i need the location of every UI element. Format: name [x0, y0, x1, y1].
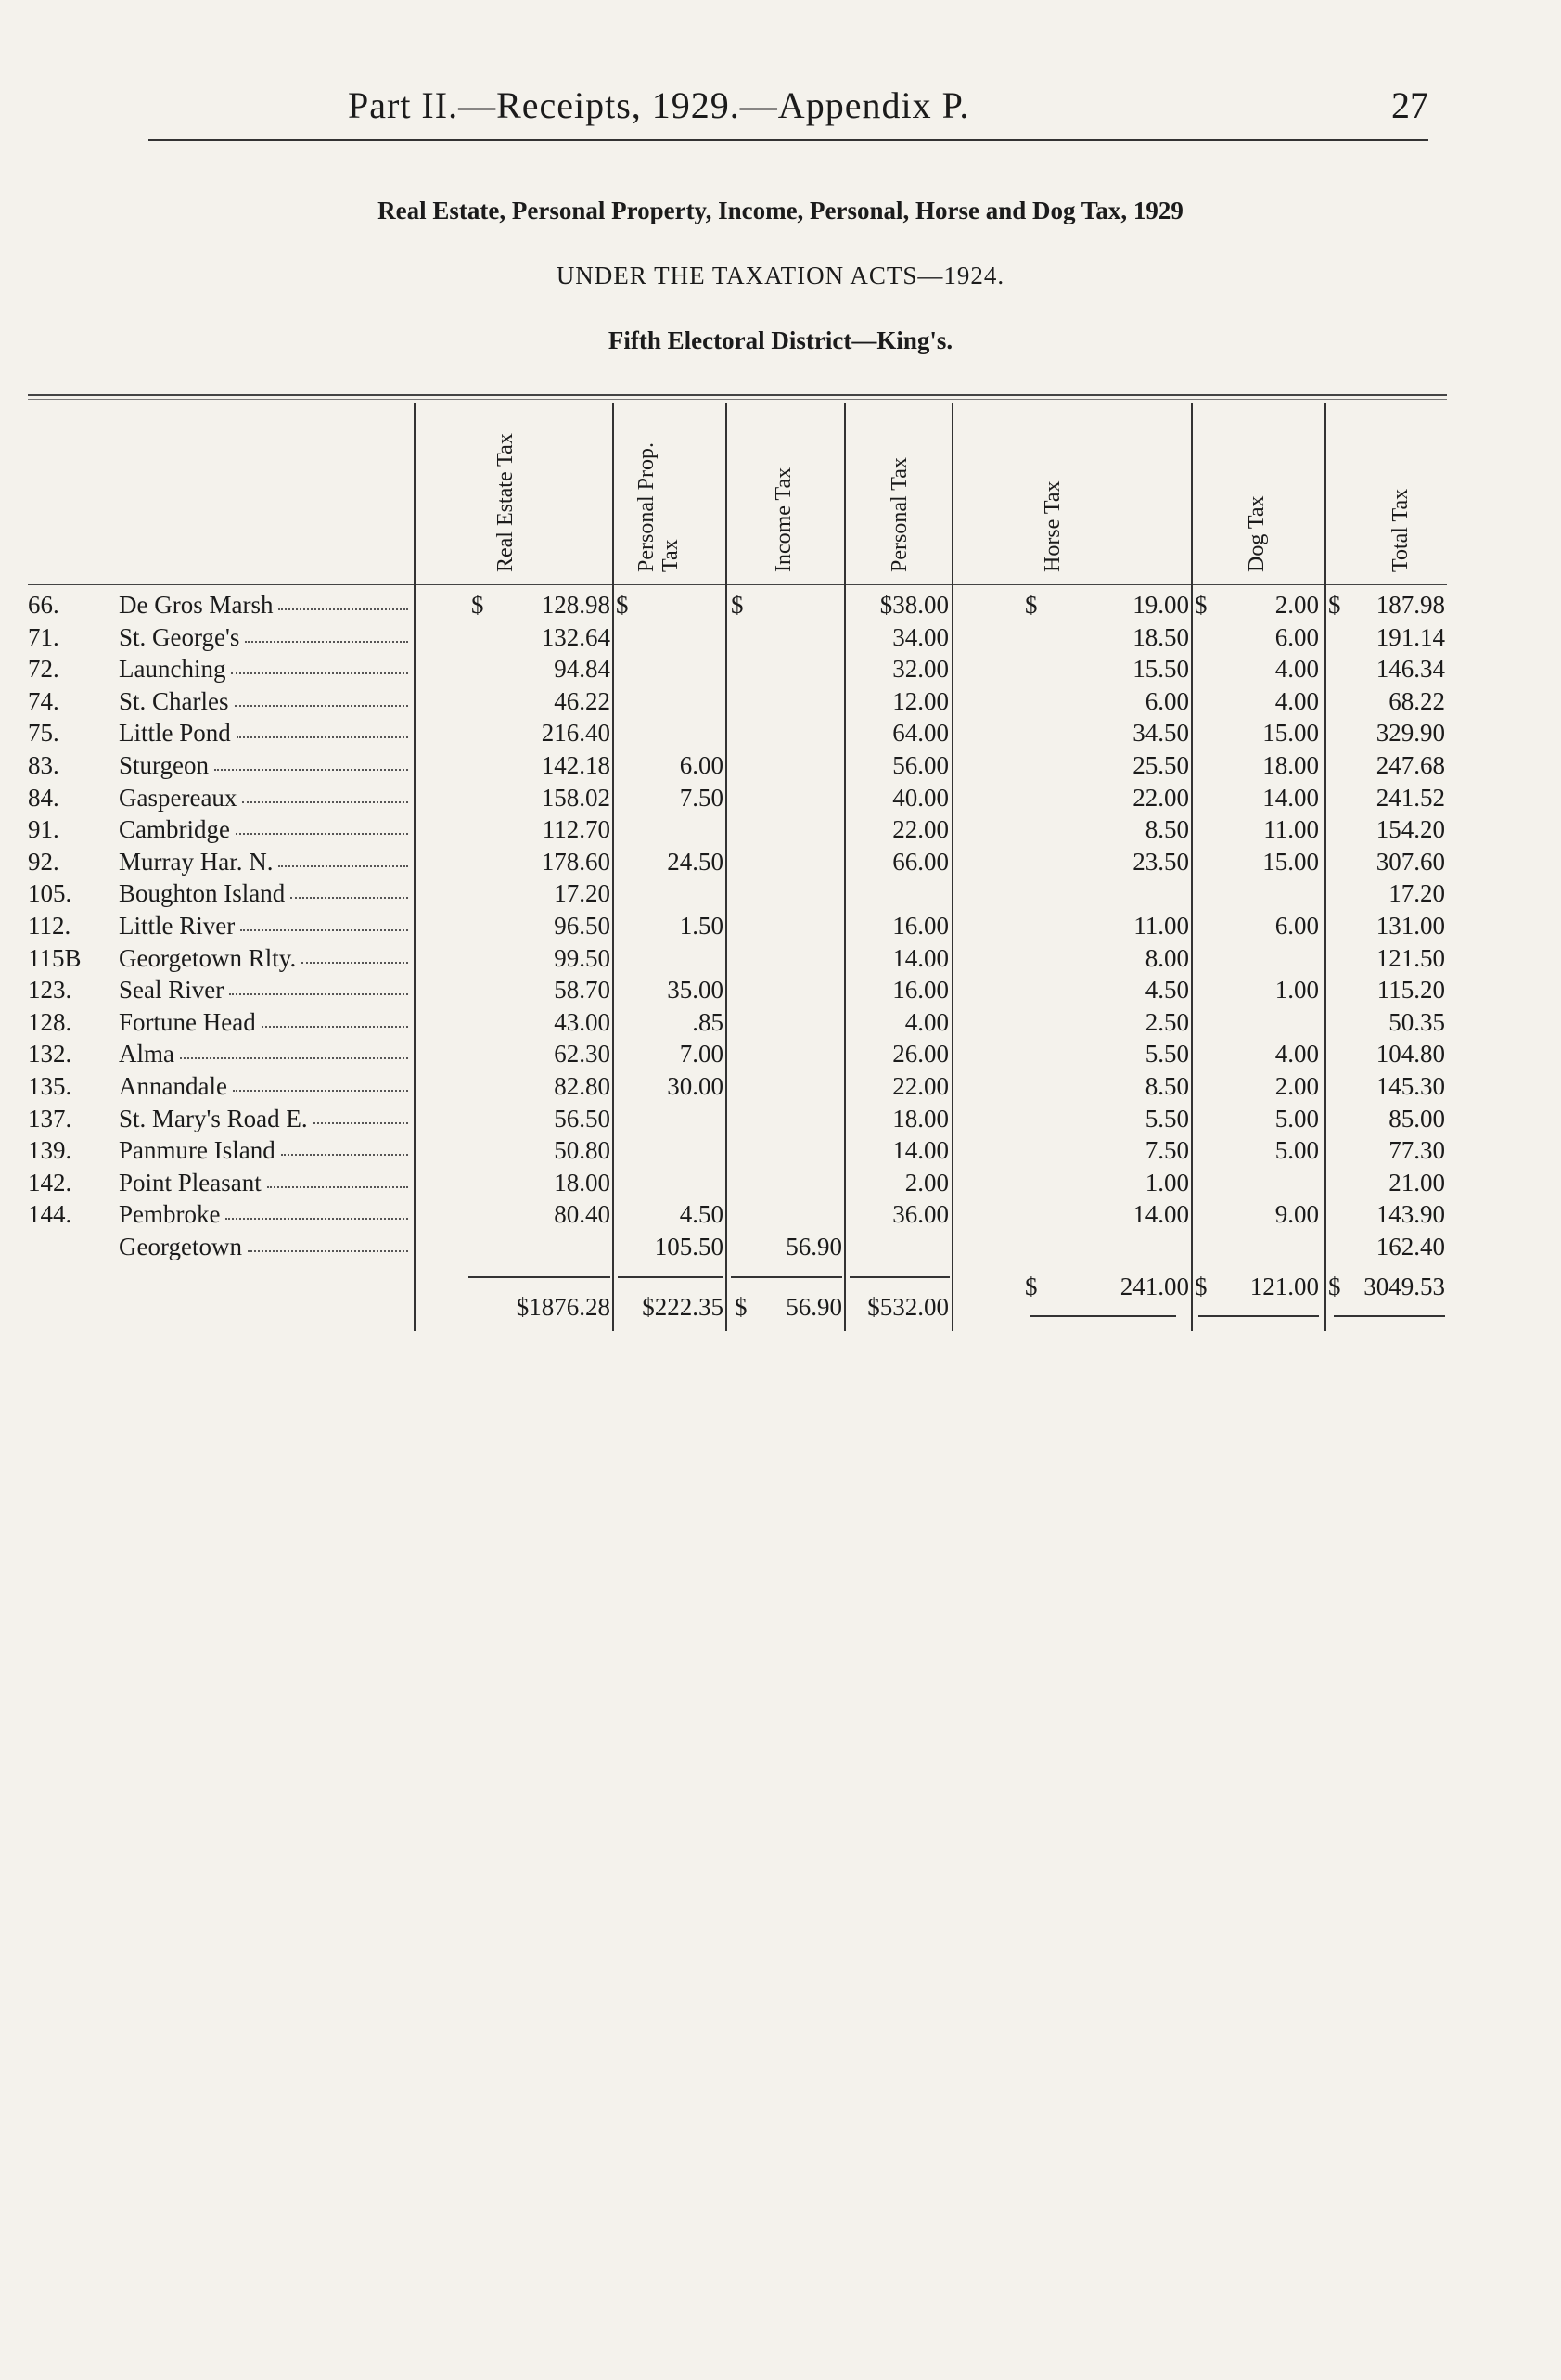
- table-top-rule-thin: [28, 399, 1447, 400]
- dot-leader: [301, 962, 408, 964]
- district-number: 83.: [28, 751, 59, 779]
- horse-tax-value: 8.00: [1145, 943, 1189, 972]
- district-number: 105.: [28, 879, 72, 908]
- place-name: Little River: [119, 912, 236, 940]
- horse-tax-total: 241.00: [1120, 1272, 1189, 1300]
- table-top-rule: [28, 394, 1447, 396]
- total-tax-value: 131.00: [1375, 912, 1445, 940]
- real-estate-value: 17.20: [554, 879, 610, 908]
- district-number: 142.: [28, 1168, 72, 1196]
- place-name: Annandale: [119, 1072, 227, 1100]
- table-row: [28, 1072, 1447, 1104]
- currency-sign: $: [1025, 1272, 1038, 1300]
- district-number: 84.: [28, 783, 59, 812]
- table-row: [28, 848, 1447, 879]
- dog-tax-value: 2.00: [1274, 591, 1319, 619]
- colhead-personal-prop: Personal Prop. Tax: [634, 442, 683, 572]
- district-heading: Fifth Electoral District—King's.: [608, 326, 953, 354]
- table-row: [28, 687, 1447, 719]
- district-number: 75.: [28, 719, 59, 748]
- real-estate-value: 80.40: [554, 1200, 610, 1229]
- real-estate-value: 112.70: [542, 815, 610, 844]
- header-rule: [28, 584, 1447, 585]
- horse-tax-value: 15.50: [1132, 655, 1189, 684]
- total-tax-value: 50.35: [1388, 1007, 1445, 1036]
- table-row: [28, 1040, 1447, 1071]
- dot-leader: [214, 769, 408, 771]
- dot-leader: [267, 1186, 408, 1188]
- total-tax-value: 329.90: [1375, 719, 1445, 748]
- real-estate-value: 94.84: [554, 655, 610, 684]
- personal-tax-value: 12.00: [892, 686, 949, 715]
- personal-tax-value: 18.00: [892, 1104, 949, 1132]
- table-row: [28, 1200, 1447, 1232]
- currency-sign: $: [1328, 1272, 1341, 1300]
- dot-leader: [262, 1026, 408, 1028]
- real-estate-value: 142.18: [541, 751, 610, 779]
- horse-tax-value: 25.50: [1132, 751, 1189, 779]
- district-number: 92.: [28, 847, 59, 876]
- colhead-total: Total Tax: [1388, 488, 1413, 572]
- horse-tax-value: 8.50: [1145, 1072, 1189, 1100]
- real-estate-value: 58.70: [554, 976, 610, 1004]
- personal-prop-value: 7.00: [679, 1040, 723, 1068]
- horse-tax-value: 22.00: [1132, 783, 1189, 812]
- total-tax-value: 104.80: [1375, 1040, 1445, 1068]
- totals-row-right: [28, 1273, 1447, 1304]
- district-number: 66.: [28, 591, 59, 619]
- district-number: 112.: [28, 912, 71, 940]
- dot-leader: [236, 833, 408, 835]
- district-number: 137.: [28, 1104, 72, 1132]
- table-row: [28, 719, 1447, 750]
- table-row: [28, 1233, 1447, 1264]
- district-number: 128.: [28, 1007, 72, 1036]
- page-number: 27: [1391, 84, 1428, 126]
- place-name: St. George's: [119, 622, 240, 651]
- real-estate-value: 178.60: [541, 847, 610, 876]
- dot-leader: [290, 897, 408, 899]
- horse-tax-value: 5.50: [1145, 1104, 1189, 1132]
- district-number: 115B: [28, 943, 82, 972]
- total-tax-value: 191.14: [1375, 622, 1445, 651]
- district-number: 71.: [28, 622, 59, 651]
- dot-leader: [281, 1154, 408, 1156]
- total-tax-value: 77.30: [1388, 1136, 1445, 1165]
- table-row: [28, 976, 1447, 1007]
- dog-tax-value: 11.00: [1263, 815, 1319, 844]
- place-name: Boughton Island: [119, 879, 286, 908]
- table-row: [28, 815, 1447, 847]
- dog-tax-value: 14.00: [1262, 783, 1319, 812]
- district-number: 144.: [28, 1200, 72, 1229]
- real-estate-value: 132.64: [541, 622, 610, 651]
- real-estate-total: $1876.28: [516, 1292, 610, 1321]
- currency-sign: $: [616, 591, 629, 619]
- personal-tax-value: $38.00: [879, 591, 949, 619]
- real-estate-value: 82.80: [554, 1072, 610, 1100]
- horse-tax-value: 14.00: [1132, 1200, 1189, 1229]
- dog-tax-value: 1.00: [1274, 976, 1319, 1004]
- place-name: Georgetown: [119, 1233, 242, 1260]
- dog-tax-value: 15.00: [1262, 847, 1319, 876]
- sum-rule: [1030, 1315, 1176, 1317]
- personal-tax-value: 2.00: [904, 1168, 949, 1196]
- currency-sign: $: [1328, 591, 1341, 619]
- running-head-title: Part II.—Receipts, 1929.—Appendix P.: [348, 84, 970, 126]
- personal-tax-value: 40.00: [892, 783, 949, 812]
- place-name: Gaspereaux: [119, 783, 237, 812]
- income-value: 56.90: [786, 1233, 842, 1260]
- personal-tax-value: 26.00: [892, 1040, 949, 1068]
- income-total: 56.90: [786, 1292, 842, 1321]
- real-estate-value: 46.22: [554, 686, 610, 715]
- personal-tax-value: 14.00: [892, 943, 949, 972]
- district-number: 135.: [28, 1072, 72, 1100]
- colhead-dog: Dog Tax: [1245, 495, 1269, 572]
- personal-prop-value: 35.00: [667, 976, 723, 1004]
- dog-tax-value: 4.00: [1274, 655, 1319, 684]
- currency-sign: $: [1025, 591, 1038, 619]
- total-tax-total: 3049.53: [1363, 1272, 1445, 1300]
- real-estate-value: 128.98: [541, 591, 610, 619]
- currency-sign: $: [731, 591, 744, 619]
- table-row: [28, 1008, 1447, 1040]
- place-name: Sturgeon: [119, 751, 210, 779]
- personal-tax-value: 22.00: [892, 1072, 949, 1100]
- table-title: Real Estate, Personal Property, Income, Personal, Horse and Dog Tax, 1929: [377, 197, 1184, 224]
- total-tax-value: 241.52: [1375, 783, 1445, 812]
- total-tax-value: 307.60: [1375, 847, 1445, 876]
- table-row: [28, 1105, 1447, 1136]
- dog-tax-value: 5.00: [1274, 1104, 1319, 1132]
- personal-prop-value: 105.50: [654, 1233, 723, 1260]
- place-name: Launching: [119, 655, 226, 684]
- place-name: St. Mary's Road E.: [119, 1104, 308, 1132]
- horse-tax-value: 5.50: [1145, 1040, 1189, 1068]
- dot-leader: [233, 1090, 408, 1092]
- real-estate-value: 216.40: [541, 719, 610, 748]
- personal-prop-value: 30.00: [667, 1072, 723, 1100]
- dog-tax-value: 6.00: [1274, 622, 1319, 651]
- district-number: 91.: [28, 815, 59, 844]
- personal-tax-total: $532.00: [867, 1292, 949, 1321]
- real-estate-value: 96.50: [554, 912, 610, 940]
- colhead-income: Income Tax: [772, 467, 796, 572]
- horse-tax-value: 8.50: [1145, 815, 1189, 844]
- total-tax-value: 115.20: [1376, 976, 1445, 1004]
- horse-tax-value: 6.00: [1145, 686, 1189, 715]
- district-number: 74.: [28, 686, 59, 715]
- horse-tax-value: 11.00: [1133, 912, 1189, 940]
- total-tax-value: 247.68: [1375, 751, 1445, 779]
- horse-tax-value: 4.50: [1145, 976, 1189, 1004]
- total-tax-value: 17.20: [1388, 879, 1445, 908]
- horse-tax-value: 7.50: [1145, 1136, 1189, 1165]
- table-subtitle: UNDER THE TAXATION ACTS—1924.: [556, 262, 1005, 289]
- personal-prop-value: 1.50: [679, 912, 723, 940]
- sum-rule: [1198, 1315, 1319, 1317]
- real-estate-value: 158.02: [541, 783, 610, 812]
- dot-leader: [248, 1250, 408, 1252]
- total-tax-value: 162.40: [1375, 1233, 1445, 1260]
- place-name: Alma: [119, 1040, 174, 1068]
- district-number: 132.: [28, 1040, 72, 1068]
- personal-tax-value: 56.00: [892, 751, 949, 779]
- table-row: [28, 751, 1447, 783]
- dot-leader: [237, 736, 408, 738]
- dog-tax-value: 18.00: [1262, 751, 1319, 779]
- colhead-horse: Horse Tax: [1041, 480, 1065, 572]
- dog-tax-value: 2.00: [1274, 1072, 1319, 1100]
- personal-prop-value: 6.00: [679, 751, 723, 779]
- place-name: Fortune Head: [119, 1007, 256, 1036]
- place-name: St. Charles: [119, 686, 229, 715]
- total-tax-value: 21.00: [1388, 1168, 1445, 1196]
- dot-leader: [229, 993, 408, 995]
- personal-prop-value: .85: [692, 1007, 723, 1036]
- total-tax-value: 146.34: [1375, 655, 1445, 684]
- horse-tax-value: 19.00: [1132, 591, 1189, 619]
- table-row: [28, 944, 1447, 976]
- personal-tax-value: 16.00: [892, 976, 949, 1004]
- dog-tax-value: 5.00: [1274, 1136, 1319, 1165]
- place-name: De Gros Marsh: [119, 591, 274, 619]
- total-tax-value: 187.98: [1375, 591, 1445, 619]
- dog-tax-value: 9.00: [1274, 1200, 1319, 1229]
- personal-tax-value: 22.00: [892, 815, 949, 844]
- dog-tax-value: 4.00: [1274, 1040, 1319, 1068]
- colhead-real-estate: Real Estate Tax: [493, 433, 518, 572]
- personal-prop-value: 7.50: [679, 783, 723, 812]
- table-row: [28, 623, 1447, 655]
- place-name: Georgetown Rlty.: [119, 943, 297, 972]
- real-estate-value: 18.00: [554, 1168, 610, 1196]
- dot-leader: [242, 801, 408, 803]
- running-head: [148, 83, 1428, 141]
- table-row: [28, 784, 1447, 815]
- table-row: [28, 655, 1447, 686]
- personal-tax-value: 64.00: [892, 719, 949, 748]
- personal-tax-value: 32.00: [892, 655, 949, 684]
- horse-tax-value: 18.50: [1132, 622, 1189, 651]
- dot-leader: [235, 705, 409, 707]
- district-number: 123.: [28, 976, 72, 1004]
- total-tax-value: 154.20: [1375, 815, 1445, 844]
- personal-tax-value: 36.00: [892, 1200, 949, 1229]
- currency-sign: $: [1195, 591, 1208, 619]
- personal-prop-total: $222.35: [642, 1292, 723, 1321]
- place-name: Seal River: [119, 976, 224, 1004]
- place-name: Murray Har. N.: [119, 847, 274, 876]
- colhead-personal: Personal Tax: [888, 457, 912, 572]
- currency-sign: $: [1195, 1272, 1208, 1300]
- dot-leader: [245, 641, 408, 643]
- horse-tax-value: 1.00: [1145, 1168, 1189, 1196]
- dot-leader: [240, 929, 408, 931]
- real-estate-value: 62.30: [554, 1040, 610, 1068]
- currency-sign: $: [735, 1292, 748, 1321]
- table-row: [28, 912, 1447, 943]
- real-estate-value: 50.80: [554, 1136, 610, 1165]
- table-row: [28, 1169, 1447, 1200]
- dog-tax-total: 121.00: [1249, 1272, 1319, 1300]
- district-number: 139.: [28, 1136, 72, 1165]
- personal-tax-value: 34.00: [892, 622, 949, 651]
- personal-tax-value: 14.00: [892, 1136, 949, 1165]
- personal-tax-value: 16.00: [892, 912, 949, 940]
- dot-leader: [180, 1057, 408, 1059]
- place-name: Little Pond: [119, 719, 231, 748]
- personal-tax-value: 66.00: [892, 847, 949, 876]
- sum-rule: [1334, 1315, 1445, 1317]
- table-row: [28, 879, 1447, 911]
- dot-leader: [231, 672, 408, 674]
- dog-tax-value: 4.00: [1274, 686, 1319, 715]
- personal-prop-value: 24.50: [667, 847, 723, 876]
- place-name: Cambridge: [119, 815, 230, 844]
- dot-leader: [278, 608, 408, 610]
- horse-tax-value: 2.50: [1145, 1007, 1189, 1036]
- real-estate-value: 56.50: [554, 1104, 610, 1132]
- total-tax-value: 85.00: [1388, 1104, 1445, 1132]
- district-number: 72.: [28, 655, 59, 684]
- personal-tax-value: 4.00: [904, 1007, 949, 1036]
- personal-prop-value: 4.50: [679, 1200, 723, 1229]
- horse-tax-value: 34.50: [1132, 719, 1189, 748]
- real-estate-value: 99.50: [554, 943, 610, 972]
- table-row: [28, 591, 1447, 622]
- total-tax-value: 145.30: [1375, 1072, 1445, 1100]
- total-tax-value: 143.90: [1375, 1200, 1445, 1229]
- horse-tax-value: 23.50: [1132, 847, 1189, 876]
- real-estate-value: 43.00: [554, 1007, 610, 1036]
- dot-leader: [313, 1122, 408, 1124]
- dog-tax-value: 6.00: [1274, 912, 1319, 940]
- table-row: [28, 1136, 1447, 1168]
- place-name: Panmure Island: [119, 1136, 275, 1165]
- currency-sign: $: [471, 591, 484, 619]
- place-name: Pembroke: [119, 1200, 221, 1229]
- place-name: Point Pleasant: [119, 1168, 262, 1196]
- total-tax-value: 121.50: [1375, 943, 1445, 972]
- dog-tax-value: 15.00: [1262, 719, 1319, 748]
- dot-leader: [225, 1218, 408, 1220]
- dot-leader: [278, 865, 408, 867]
- total-tax-value: 68.22: [1388, 686, 1445, 715]
